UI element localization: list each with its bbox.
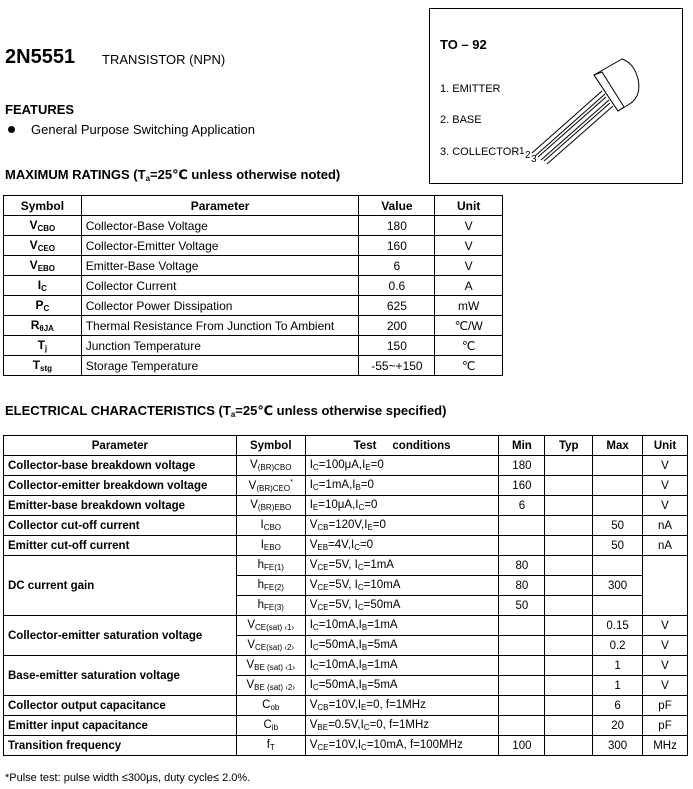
unit-cell: V bbox=[643, 676, 688, 696]
symbol-cell: $V_{BE (sat) ‹2›}$ bbox=[236, 676, 305, 696]
parameter-cell: Thermal Resistance From Junction To Ambient bbox=[81, 316, 359, 336]
symbol-cell: $C_{ob}$ bbox=[236, 696, 305, 716]
electrical-table bbox=[3, 435, 688, 756]
max-cell: 20 bbox=[593, 716, 643, 736]
min-cell: 80 bbox=[499, 576, 545, 596]
typ-cell bbox=[545, 536, 593, 556]
symbol-cell: $h_{FE(1)}$ bbox=[236, 556, 305, 576]
min-cell bbox=[499, 696, 545, 716]
value-cell: 150 bbox=[359, 336, 435, 356]
typ-cell bbox=[545, 496, 593, 516]
electrical-heading: ELECTRICAL CHARACTERISTICS ($T_a=25℃$ unless otherwise specified) bbox=[5, 403, 447, 419]
part-type: TRANSISTOR (NPN) bbox=[102, 52, 226, 67]
symbol-cell: $T_{stg}$ bbox=[4, 356, 82, 376]
condition-cell: $I_C=50mA,I_B=5mA$ bbox=[305, 676, 499, 696]
unit-cell: mW bbox=[435, 296, 503, 316]
pin-1: 1. EMITTER bbox=[440, 83, 501, 95]
table-row bbox=[4, 316, 503, 336]
unit-cell: nA bbox=[643, 536, 688, 556]
col-symbol: Symbol bbox=[236, 436, 305, 456]
unit-cell: V bbox=[643, 636, 688, 656]
min-cell bbox=[499, 516, 545, 536]
table-row bbox=[4, 656, 688, 676]
condition-cell: $I_C=10mA,I_B=1mA$ bbox=[305, 656, 499, 676]
typ-cell bbox=[545, 636, 593, 656]
max-cell bbox=[593, 596, 643, 616]
footnote: *Pulse test: pulse width ≤300μs, duty cycle≤ 2.0%. bbox=[5, 772, 251, 784]
feature-text: General Purpose Switching Application bbox=[31, 122, 256, 137]
condition-cell: $I_C=100\mu A,I_E=0$ bbox=[305, 456, 499, 476]
min-cell bbox=[499, 536, 545, 556]
condition-cell: $V_{CB}=120V,I_E=0$ bbox=[305, 516, 499, 536]
value-cell: 0.6 bbox=[359, 276, 435, 296]
table-row bbox=[4, 296, 503, 316]
col-typ: Typ bbox=[545, 436, 593, 456]
bullet-icon bbox=[8, 126, 15, 133]
part-number: 2N5551 bbox=[5, 46, 76, 68]
condition-cell: $V_{CE}=10V,I_C=10mA$, f=100MHz bbox=[305, 736, 499, 756]
symbol-cell: $V_{CE(sat) ‹1›}$ bbox=[236, 616, 305, 636]
min-cell: 80 bbox=[499, 556, 545, 576]
table-header-row bbox=[4, 196, 503, 216]
unit-cell: MHz bbox=[643, 736, 688, 756]
table-row bbox=[4, 276, 503, 296]
col-symbol: Symbol bbox=[4, 196, 82, 216]
typ-cell bbox=[545, 696, 593, 716]
parameter-cell: Collector-emitter saturation voltage bbox=[4, 616, 237, 656]
min-cell: 50 bbox=[499, 596, 545, 616]
condition-cell: $V_{BE}=0.5V,I_C=0$, f=1MHz bbox=[305, 716, 499, 736]
condition-cell: $I_C=1mA,I_B=0$ bbox=[305, 476, 499, 496]
unit-cell: pF bbox=[643, 696, 688, 716]
max-cell: 300 bbox=[593, 576, 643, 596]
value-cell: 200 bbox=[359, 316, 435, 336]
parameter-cell: Collector-Emitter Voltage bbox=[81, 236, 359, 256]
min-cell: 160 bbox=[499, 476, 545, 496]
symbol-cell: $P_C$ bbox=[4, 296, 82, 316]
unit-cell: V bbox=[643, 656, 688, 676]
max-cell: 6 bbox=[593, 696, 643, 716]
table-header-row bbox=[4, 436, 688, 456]
parameter-cell: DC current gain bbox=[4, 556, 237, 616]
typ-cell bbox=[545, 516, 593, 536]
condition-cell: $I_C=50mA,I_B=5mA$ bbox=[305, 636, 499, 656]
parameter-cell: Junction Temperature bbox=[81, 336, 359, 356]
table-row bbox=[4, 496, 688, 516]
symbol-cell: $V_{CEO}$ bbox=[4, 236, 82, 256]
value-cell: 6 bbox=[359, 256, 435, 276]
unit-cell: pF bbox=[643, 716, 688, 736]
symbol-cell: $C_{ib}$ bbox=[236, 716, 305, 736]
symbol-cell: $I_{EBO}$ bbox=[236, 536, 305, 556]
symbol-cell: $V_{(BR)CEO}^*$ bbox=[236, 476, 305, 496]
col-min: Min bbox=[499, 436, 545, 456]
typ-cell bbox=[545, 716, 593, 736]
typ-cell bbox=[545, 456, 593, 476]
symbol-cell: $R_{\theta JA}$ bbox=[4, 316, 82, 336]
typ-cell bbox=[545, 736, 593, 756]
parameter-cell: Emitter-Base Voltage bbox=[81, 256, 359, 276]
max-cell bbox=[593, 556, 643, 576]
symbol-cell: $V_{CE(sat) ‹2›}$ bbox=[236, 636, 305, 656]
typ-cell bbox=[545, 656, 593, 676]
min-cell: 180 bbox=[499, 456, 545, 476]
col-unit: Unit bbox=[643, 436, 688, 456]
unit-cell: nA bbox=[643, 516, 688, 536]
table-row bbox=[4, 236, 503, 256]
table-row bbox=[4, 336, 503, 356]
max-ratings-table bbox=[3, 195, 503, 376]
symbol-cell: $V_{EBO}$ bbox=[4, 256, 82, 276]
max-cell: 1 bbox=[593, 656, 643, 676]
condition-cell: $V_{CE}=5V$, $I_C=50mA$ bbox=[305, 596, 499, 616]
max-cell bbox=[593, 456, 643, 476]
min-cell bbox=[499, 676, 545, 696]
col-unit: Unit bbox=[435, 196, 503, 216]
package-name: TO – 92 bbox=[440, 37, 487, 52]
pin-3: 3. COLLECTOR bbox=[440, 146, 520, 158]
max-cell: 0.2 bbox=[593, 636, 643, 656]
col-test-conditions: Test conditions bbox=[305, 436, 499, 456]
unit-cell: V bbox=[643, 456, 688, 476]
unit-cell: V bbox=[643, 476, 688, 496]
parameter-cell: Collector-Base Voltage bbox=[81, 216, 359, 236]
symbol-cell: $h_{FE(2)}$ bbox=[236, 576, 305, 596]
min-cell bbox=[499, 656, 545, 676]
table-row bbox=[4, 356, 503, 376]
unit-cell: V bbox=[435, 236, 503, 256]
symbol-cell: $I_{CBO}$ bbox=[236, 516, 305, 536]
parameter-cell: Emitter cut-off current bbox=[4, 536, 237, 556]
table-row bbox=[4, 736, 688, 756]
condition-cell: $V_{CB}=10V,I_E=0$, f=1MHz bbox=[305, 696, 499, 716]
symbol-cell: $f_T$ bbox=[236, 736, 305, 756]
feature-item bbox=[8, 122, 255, 137]
typ-cell bbox=[545, 476, 593, 496]
parameter-cell: Emitter input capacitance bbox=[4, 716, 237, 736]
value-cell: 180 bbox=[359, 216, 435, 236]
condition-cell: $I_C=10mA,I_B=1mA$ bbox=[305, 616, 499, 636]
symbol-cell: $I_C$ bbox=[4, 276, 82, 296]
table-row bbox=[4, 216, 503, 236]
pin-2: 2. BASE bbox=[440, 114, 482, 126]
value-cell: -55~+150 bbox=[359, 356, 435, 376]
min-cell: 6 bbox=[499, 496, 545, 516]
typ-cell bbox=[545, 616, 593, 636]
parameter-cell: Collector-emitter breakdown voltage bbox=[4, 476, 237, 496]
symbol-cell: $V_{CBO}$ bbox=[4, 216, 82, 236]
col-parameter: Parameter bbox=[4, 436, 237, 456]
table-row bbox=[4, 456, 688, 476]
table-row bbox=[4, 516, 688, 536]
condition-cell: $V_{CE}=5V$, $I_C=1mA$ bbox=[305, 556, 499, 576]
pin-number-3: 3 bbox=[531, 154, 537, 165]
table-row bbox=[4, 476, 688, 496]
unit-cell: V bbox=[435, 216, 503, 236]
max-cell: 50 bbox=[593, 536, 643, 556]
unit-cell: V bbox=[643, 616, 688, 636]
table-row bbox=[4, 536, 688, 556]
pin-number-1: 1 bbox=[519, 146, 525, 157]
parameter-cell: Collector Power Dissipation bbox=[81, 296, 359, 316]
parameter-cell: Base-emitter saturation voltage bbox=[4, 656, 237, 696]
condition-cell: $V_{CE}=5V$, $I_C=10mA$ bbox=[305, 576, 499, 596]
parameter-cell: Storage Temperature bbox=[81, 356, 359, 376]
value-cell: 625 bbox=[359, 296, 435, 316]
to92-package-drawing bbox=[516, 39, 686, 185]
value-cell: 160 bbox=[359, 236, 435, 256]
symbol-cell: $V_{BE (sat) ‹1›}$ bbox=[236, 656, 305, 676]
min-cell bbox=[499, 616, 545, 636]
parameter-cell: Collector cut-off current bbox=[4, 516, 237, 536]
parameter-cell: Collector Current bbox=[81, 276, 359, 296]
parameter-cell: Transition frequency bbox=[4, 736, 237, 756]
pin-number-2: 2 bbox=[525, 150, 531, 161]
typ-cell bbox=[545, 576, 593, 596]
features-heading: FEATURES bbox=[5, 102, 75, 117]
symbol-cell: $T_j$ bbox=[4, 336, 82, 356]
unit-cell: ℃/W bbox=[435, 316, 503, 336]
max-cell: 300 bbox=[593, 736, 643, 756]
condition-cell: $I_E=10\mu A,I_C=0$ bbox=[305, 496, 499, 516]
unit-cell: ℃ bbox=[435, 356, 503, 376]
max-ratings-heading: MAXIMUM RATINGS ($T_a=25℃$ unless otherwise noted) bbox=[5, 167, 341, 183]
col-value: Value bbox=[359, 196, 435, 216]
table-row bbox=[4, 716, 688, 736]
unit-cell: ℃ bbox=[435, 336, 503, 356]
typ-cell bbox=[545, 596, 593, 616]
unit-cell: V bbox=[435, 256, 503, 276]
parameter-cell: Collector output capacitance bbox=[4, 696, 237, 716]
max-cell bbox=[593, 476, 643, 496]
unit-cell bbox=[643, 556, 688, 616]
parameter-cell: Collector-base breakdown voltage bbox=[4, 456, 237, 476]
max-cell: 50 bbox=[593, 516, 643, 536]
table-row bbox=[4, 256, 503, 276]
col-parameter: Parameter bbox=[81, 196, 359, 216]
parameter-cell: Emitter-base breakdown voltage bbox=[4, 496, 237, 516]
typ-cell bbox=[545, 676, 593, 696]
table-row bbox=[4, 696, 688, 716]
symbol-cell: $V_{(BR)EBO}$ bbox=[236, 496, 305, 516]
min-cell bbox=[499, 636, 545, 656]
unit-cell: V bbox=[643, 496, 688, 516]
min-cell: 100 bbox=[499, 736, 545, 756]
col-max: Max bbox=[593, 436, 643, 456]
min-cell bbox=[499, 716, 545, 736]
typ-cell bbox=[545, 556, 593, 576]
symbol-cell: $V_{(BR)CBO}$ bbox=[236, 456, 305, 476]
max-cell: 0.15 bbox=[593, 616, 643, 636]
unit-cell: A bbox=[435, 276, 503, 296]
max-cell: 1 bbox=[593, 676, 643, 696]
table-row bbox=[4, 616, 688, 636]
table-row bbox=[4, 556, 688, 576]
max-cell bbox=[593, 496, 643, 516]
package-box bbox=[429, 8, 683, 184]
condition-cell: $V_{EB}=4V,I_C=0$ bbox=[305, 536, 499, 556]
symbol-cell: $h_{FE(3)}$ bbox=[236, 596, 305, 616]
